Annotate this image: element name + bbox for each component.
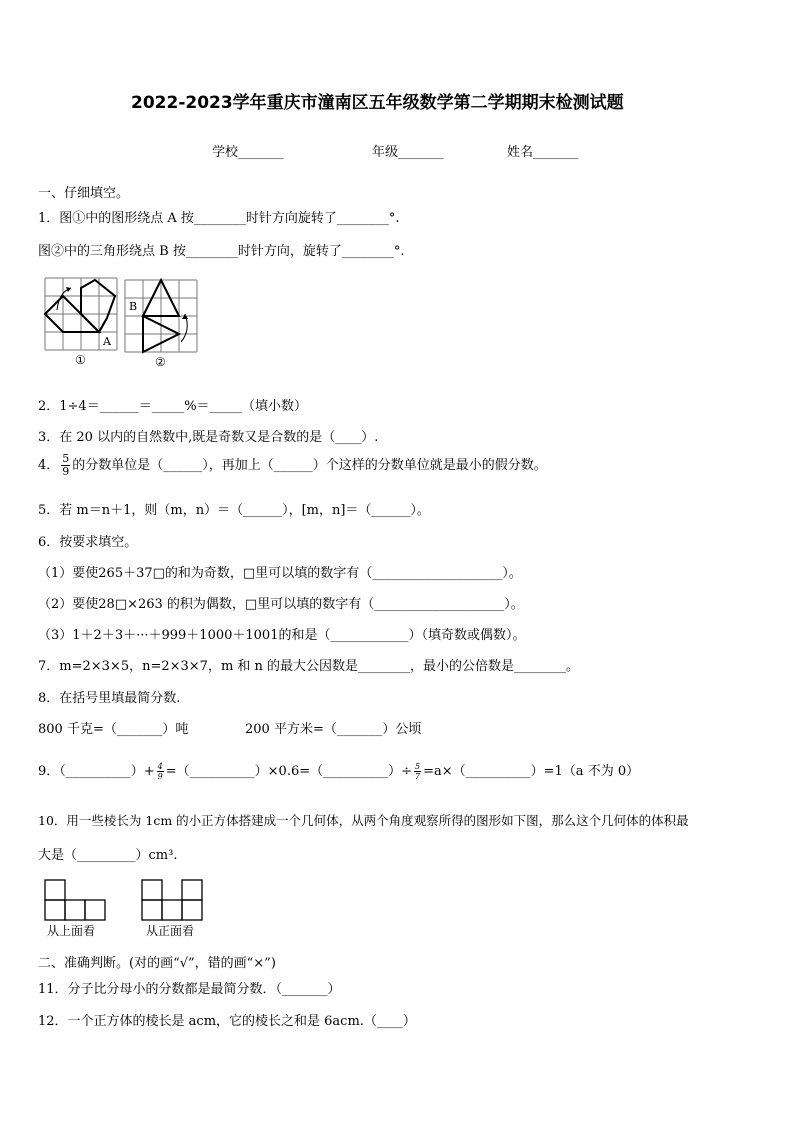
q4-fraction	[61, 453, 70, 478]
q9-text	[38, 760, 639, 781]
name-field: 姓名_______	[507, 145, 579, 160]
section1-heading: 一、仔细填空。	[38, 186, 130, 201]
q4-number: 4．	[38, 458, 60, 473]
q12-text: 12．一个正方体的棱长是 acm，它的棱长之和是 6acm.（____）	[38, 1014, 416, 1029]
q11-text: 11．分子比分母小的分数都是最简分数．（_______）	[38, 982, 341, 997]
q9-part1: 9．（__________）+	[38, 764, 155, 779]
fig2-label: ②	[155, 355, 166, 369]
q4-frac-numerator: 5	[62, 452, 70, 465]
q6-heading: 6．按要求填空。	[38, 535, 138, 550]
q2-text: 2．1÷4＝______＝_____%＝_____（填小数）	[38, 399, 308, 414]
q10-front-label: 从正面看	[146, 924, 195, 938]
q9-f2-numerator: 5	[415, 762, 421, 771]
q9-f2-denominator: 7	[415, 772, 421, 781]
q10-line1: 10．用一些棱长为 1cm 的小正方体搭建成一个几何体，从两个角度观察所得的图形如下图，那么这个几何体的体积最	[38, 813, 689, 828]
q6-sub3: （3）1＋2＋3＋···＋999＋1000＋1001的和是（____________）（填奇数或偶数）。	[38, 628, 526, 643]
q8-part-b: 200 平方米=（_______）公顷	[245, 722, 422, 737]
q1-line1: 1．图①中的图形绕点 A 按________时针方向旋转了________°.	[38, 211, 400, 226]
fig1-label: ①	[75, 353, 86, 367]
school-field: 学校_______	[212, 145, 284, 160]
grade-field: 年级_______	[372, 145, 444, 160]
q9-fraction-2	[414, 762, 421, 781]
q1-line2: 图②中的三角形绕点 B 按________时针方向，旋转了________°.	[38, 244, 405, 259]
q9-part2: =（__________）×0.6=（__________）÷	[165, 764, 413, 779]
q4-frac-denominator: 9	[62, 465, 70, 478]
q7-text: 7．m=2×3×5，n=2×3×7，m 和 n 的最大公因数是________，最小的公倍数是________。	[38, 659, 580, 674]
point-b-label: B	[129, 300, 138, 313]
q9-f1-denominator: 9	[157, 772, 163, 781]
q4-rest: 的分数单位是（______），再加上（______）个这样的分数单位就是最小的假分数。	[72, 458, 547, 473]
q6-sub1: （1）要使265＋37□的和为奇数，□里可以填的数字有（____________________）。	[38, 566, 522, 581]
q9-f1-numerator: 4	[157, 762, 163, 771]
q1-figure-2	[125, 280, 200, 370]
q8-heading: 8．在括号里填最简分数.	[38, 691, 181, 706]
section2-heading: 二、准确判断。(对的画“√”，错的画“×”)	[38, 956, 276, 971]
q3-text: 3．在 20 以内的自然数中,既是奇数又是合数的是（____）.	[38, 430, 379, 445]
q10-line2: 大是（_________）cm³.	[38, 848, 178, 863]
q8-part-a: 800 千克=（_______）吨	[38, 722, 189, 737]
q1-figure-1	[45, 278, 120, 368]
q6-sub2: （2）要使28□×263 的积为偶数，□里可以填的数字有（____________________）。	[38, 597, 524, 612]
q10-top-label: 从上面看	[47, 924, 96, 938]
q9-part3: =a×（__________）=1（a 不为 0）	[423, 764, 640, 779]
q4-text	[38, 453, 547, 478]
q5-text: 5．若 m＝n＋1，则（m，n）＝（______），[m，n]＝（______）。	[38, 503, 430, 518]
page-title: 2022-2023学年重庆市潼南区五年级数学第二学期期末检测试题	[131, 93, 624, 113]
point-a-label: A	[103, 335, 111, 348]
q9-fraction-1	[157, 762, 164, 781]
